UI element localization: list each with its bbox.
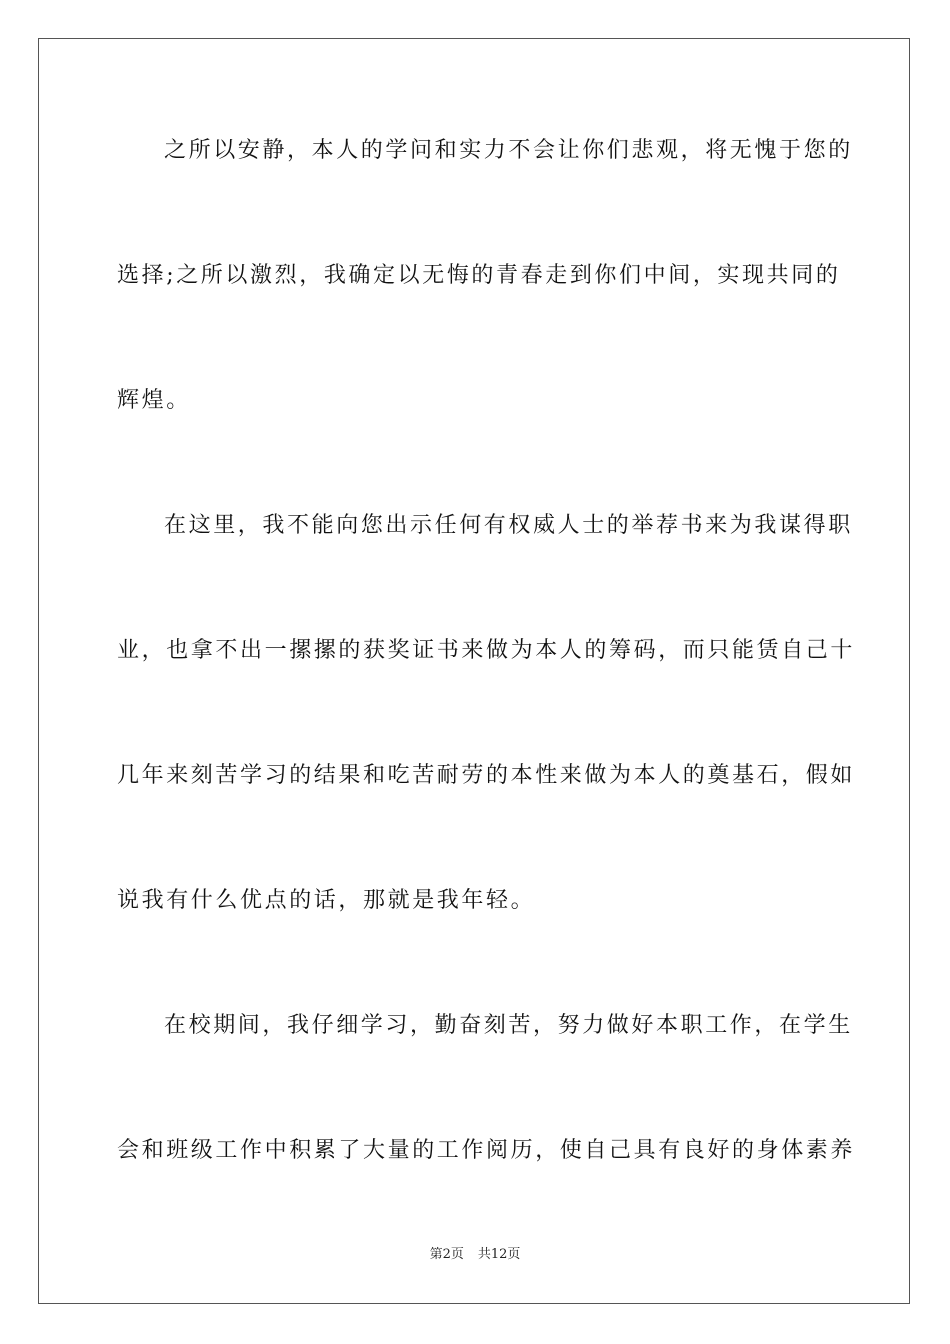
text-line: 选择;之所以激烈，我确定以无悔的青春走到你们中间，实现共同的	[117, 263, 841, 288]
text-line: 说我有什么优点的话，那就是我年轻。	[117, 888, 536, 913]
text-line: 会和班级工作中积累了大量的工作阅历，使自己具有良好的身体素养	[117, 1138, 856, 1163]
text-line: 在这里，我不能向您出示任何有权威人士的举荐书来为我谋得职	[164, 513, 853, 538]
text-line: 在校期间，我仔细学习，勤奋刻苦，努力做好本职工作，在学生	[164, 1013, 853, 1038]
text-line: 几年来刻苦学习的结果和吃苦耐劳的本性来做为本人的奠基石，假如	[117, 763, 856, 788]
text-line: 业，也拿不出一摞摞的获奖证书来做为本人的筹码，而只能赁自己十	[117, 638, 856, 663]
page-number: 第2页	[429, 1247, 464, 1262]
page-footer	[0, 1246, 950, 1264]
page-total: 共12页	[477, 1247, 521, 1262]
text-line: 辉煌。	[117, 388, 191, 413]
page-border	[38, 38, 910, 1304]
text-line: 之所以安静，本人的学问和实力不会让你们悲观，将无愧于您的	[164, 138, 853, 163]
